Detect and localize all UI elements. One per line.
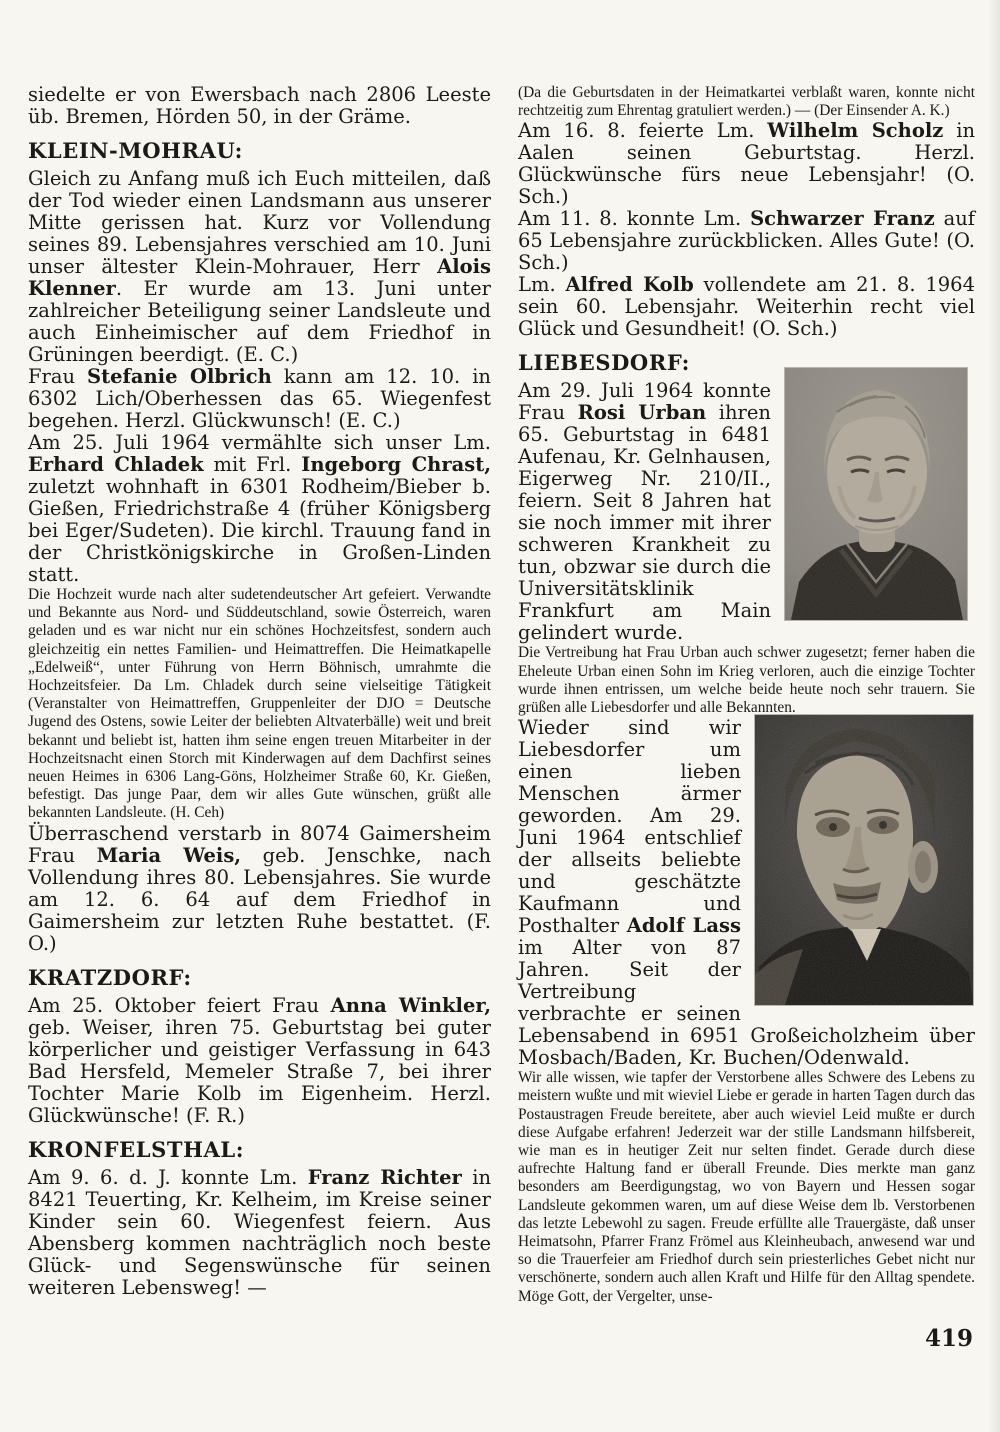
paragraph: Am 16. 8. feierte Lm. Wilhelm Scholz in Aalen seinen Geburtstag. Herzl. Glückwünsche fürs neue Lebensjahr! (O. Sch.) <box>518 119 976 209</box>
page-number: 419 <box>924 1325 973 1352</box>
right-column <box>518 84 975 1306</box>
paragraph: Gleich zu Anfang muß ich Euch mitteilen, daß der Tod wieder einen Landsmann aus unserer Mitte gerissen hat. Kurz vor Vollendung seines 89. Lebensjahres verschied am 10. Juni unser ältester Klein-Mohrauer, Herr Alois Klenner. Er wurde am 13. Juni unter zahlreicher Beteiligung seiner Landsleute und auch Einheimischer auf dem Friedhof in Grüningen beerdigt. (E. C.) <box>28 167 491 366</box>
paragraph: Wieder sind wir Liebesdorfer um einen lieben Menschen ärmer geworden. Am 29. Juni 1964 entschlief der allseits beliebte und geschätzte Kaufmann und Posthalter Adolf Lass im Alter von 87 Jahren. Seit der Vertreibung verbrachte er seinen Lebensabend in 6951 Großeicholzheim über Mosbach/Baden, Kr. Buchen/Odenwald. <box>518 716 975 1070</box>
paragraph: Am 25. Juli 1964 vermählte sich unser Lm. Erhard Chladek mit Frl. Ingeborg Chrast, zuletzt wohnhaft in 6301 Rodheim/Bieber b. Gießen, Friedrichstraße 4 (früher Königsberg bei Eger/Sudeten). Die kirchl. Trauung fand in der Christkönigskirche in Großen-Linden statt. <box>28 431 491 586</box>
paragraph: Am 11. 8. konnte Lm. Schwarzer Franz auf 65 Lebensjahre zurückblicken. Alles Gute! (O. Sch.) <box>518 207 975 275</box>
rosi-urban-photo <box>785 368 967 620</box>
left-column <box>28 84 491 1299</box>
portrait-photo-woman <box>785 368 967 620</box>
small-paragraph: (Da die Geburtsdaten in der Heimatkartei verblaßt waren, konnte nicht rechtzeitig zum Ehrentag gratuliert werden.) — (Der Einsender A. K.) <box>518 84 975 120</box>
adolf-lass-photo <box>755 715 973 1005</box>
section-heading: KRONFELSTHAL: <box>28 1136 245 1162</box>
small-paragraph: Die Vertreibung hat Frau Urban auch schwer zugesetzt; ferner haben die Eheleute Urban einen Sohn im Krieg verloren, auch die einzige Tochter wurde ihnen entrissen, um welche beide heute noch sehr trauern. Sie grüßen alle Liebesdorfer und alle Bekannten. <box>518 644 975 717</box>
paragraph: siedelte er von Ewersbach nach 2806 Leeste üb. Bremen, Hörden 50, in der Gräme. <box>28 83 491 128</box>
paragraph: Lm. Alfred Kolb vollendete am 21. 8. 1964 sein 60. Lebensjahr. Weiterhin recht viel Glück und Gesundheit! (O. Sch.) <box>518 273 975 341</box>
small-paragraph: Die Hochzeit wurde nach alter sudetendeutscher Art gefeiert. Verwandte und Bekannte aus Nord- und Süddeutschland, sowie Österreich, waren geladen und es war nicht nur ein schönes Hochzeitsfest, sondern auch gleichzeitig ein nettes Familien- und Heimattreffen. Die Heimatkapelle „Edelweiß“, unter Führung von Herrn Böhnisch, umrahmte die Hochzeitsfeier. Da Lm. Chladek durch seine vielseitige Tätigkeit (Veranstalter von Heimattreffen, Gruppenleiter der DJO = Deutsche Jugend des Ostens, sowie Leiter der beliebten Altvaterbälle) weit und breit bekannt und beliebt ist, hatten ihm seine engen treuen Mitarbeiter in der Hochzeitsnacht einen Storch mit Kinderwagen auf dem Dachfirst seines neuen Heimes in 6306 Lang-Göns, Holzheimer Straße 60, Kr. Gießen, befestigt. Das junge Paar, dem wir alles Gute wünschen, grüßt alle bekannten Landsleute. (H. Ceh) <box>28 586 491 822</box>
portrait-photo-man <box>755 715 973 1005</box>
section-heading: LIEBESDORF: <box>518 350 690 376</box>
paragraph: Am 29. Juli 1964 konnte Frau Rosi Urban ihren 65. Geburtstag in 6481 Aufenau, Kr. Gelnhausen, Eigerweg Nr. 210/II., feiern. Seit 8 Jahren hat sie noch immer mit ihrer schweren Krankheit zu tun, obzwar sie durch die Universitätsklinik Frankfurt am Main gelindert wurde. <box>518 379 771 645</box>
paragraph: Frau Stefanie Olbrich kann am 12. 10. in 6302 Lich/Oberhessen das 65. Wiegenfest begehen. Herzl. Glückwunsch! (E. C.) <box>28 365 491 432</box>
paragraph: Am 25. Oktober feiert Frau Anna Winkler, geb. Weiser, ihren 75. Geburtstag bei guter körperlicher und geistiger Verfassung in 643 Bad Hersfeld, Memeler Straße 7, bei ihrer Tochter Marie Kolb im Eigenheim. Herzl. Glückwünsche! (F. R.) <box>28 993 491 1127</box>
scan-edge-shadow <box>988 0 1000 1432</box>
paragraph: Überraschend verstarb in 8074 Gaimersheim Frau Maria Weis, geb. Jenschke, nach Vollendung ihres 80. Lebensjahres. Sie wurde am 12. 6. 64 auf dem Friedhof in Gaimersheim zur letzten Ruhe bestattet. (F. O.) <box>28 821 491 955</box>
section-heading: KRATZDORF: <box>28 964 192 990</box>
section-heading: KLEIN-MOHRAU: <box>28 138 244 163</box>
small-paragraph: Wir alle wissen, wie tapfer der Verstorbene alles Schwere des Lebens zu meistern wußte und mit wieviel Liebe er gerade in harten Tagen durch das Postaustragen Freude bereitete, aber auch wieviel Leid mußte er durch diese Aufgabe erfahren! Jederzeit war der stille Landsmann hilfsbereit, wie man es in heutiger Zeit nur selten findet. Gerade durch diese aufrechte Haltung fand er überall Freunde. Dies merkte man ganz besonders am Beerdigungstag, wo von Bayern und Hessen sogar Landsleute gekommen waren, um auf diese Weise dem lb. Verstorbenen das letzte Lebewohl zu sagen. Freude erfüllte alle Trauergäste, daß unser Heimatsohn, Pfarrer Franz Frömel aus Kleinheubach, anwesend war und so die Trauerfeier am Friedhof durch sein priesterliches Gebet nicht nur verschönerte, sondern auch allen Kraft und Hilfe für den Alltag spendete. Möge Gott, der Vergelter, unse- <box>518 1069 975 1305</box>
paragraph: Am 9. 6. d. J. konnte Lm. Franz Richter in 8421 Teuerting, Kr. Kelheim, im Kreise seiner Kinder sein 60. Wiegenfest feiern. Aus Abensberg kommen nachträglich noch beste Glück- und Segenswünsche für seinen weiteren Lebensweg! — <box>28 1165 491 1299</box>
